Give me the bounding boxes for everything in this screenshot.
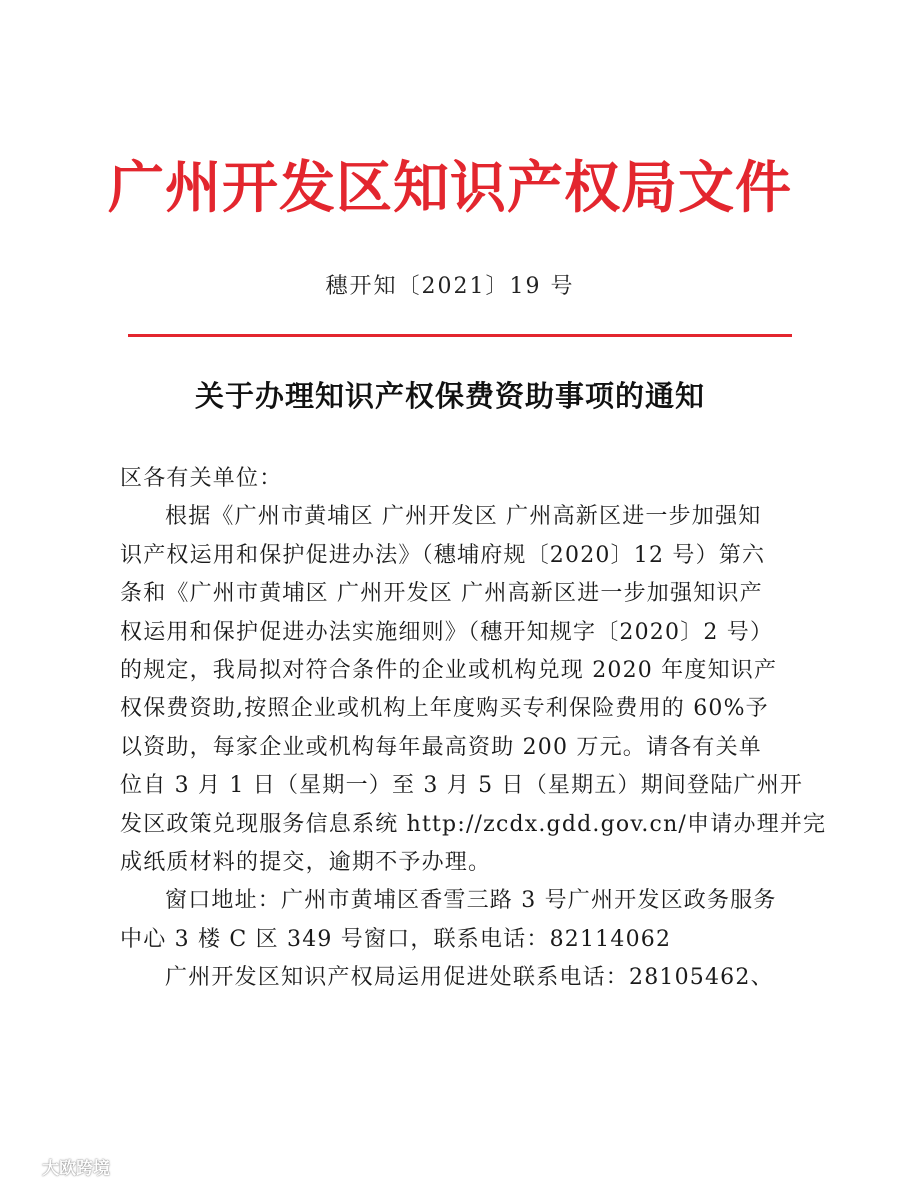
- paragraph-1-line: 成纸质材料的提交，逾期不予办理。: [120, 850, 492, 876]
- paragraph-3-line: 广州开发区知识产权局运用促进处联系电话：28105462、: [165, 965, 774, 991]
- paragraph-1-line: 根据《广州市黄埔区 广州开发区 广州高新区进一步加强知: [165, 504, 762, 530]
- paragraph-1: [120, 498, 827, 882]
- paragraph-1-line: 位自 3 月 1 日（星期一）至 3 月 5 日（星期五）期间登陆广州开: [120, 773, 804, 799]
- paragraph-1-line: 发区政策兑现服务信息系统 http://zcdx.gdd.gov.cn/申请办理并完: [120, 811, 827, 837]
- salutation: [120, 460, 800, 498]
- watermark-text: 大欧跨境: [42, 1158, 110, 1179]
- paragraph-1-line: 的规定，我局拟对符合条件的企业或机构兑现 2020 年度知识产: [120, 658, 778, 684]
- paragraph-1-line: 权运用和保护促进办法实施细则》（穗开知规字〔2020〕2 号）: [120, 619, 774, 645]
- salutation-line: 区各有关单位：: [120, 466, 283, 491]
- paragraph-2-line: 窗口地址：广州市黄埔区香雪三路 3 号广州开发区政务服务: [165, 888, 777, 914]
- paragraph-2: [120, 882, 800, 959]
- notice-body: [120, 460, 827, 998]
- document-header-title: 广州开发区知识产权局文件: [108, 155, 792, 221]
- social-logo-icon: [10, 1155, 36, 1177]
- paragraph-1-line: 条和《广州市黄埔区 广州开发区 广州高新区进一步加强知识产: [120, 581, 763, 607]
- paragraph-1-line: 识产权运用和保护促进办法》（穗埔府规〔2020〕12 号）第六: [120, 542, 766, 568]
- document-number: 穗开知〔2021〕19 号: [325, 274, 575, 299]
- paragraph-1-line: 以资助，每家企业或机构每年最高资助 200 万元。请各有关单: [120, 734, 762, 760]
- paragraph-3: [120, 959, 800, 997]
- watermark: [10, 1153, 110, 1179]
- header-divider: [128, 334, 792, 337]
- paragraph-2-line: 中心 3 楼 C 区 349 号窗口，联系电话：82114062: [120, 926, 672, 952]
- notice-heading: 关于办理知识产权保费资助事项的通知: [194, 379, 705, 413]
- paragraph-1-line: 权保费资助,按照企业或机构上年度购买专利保险费用的 60%予: [120, 696, 769, 722]
